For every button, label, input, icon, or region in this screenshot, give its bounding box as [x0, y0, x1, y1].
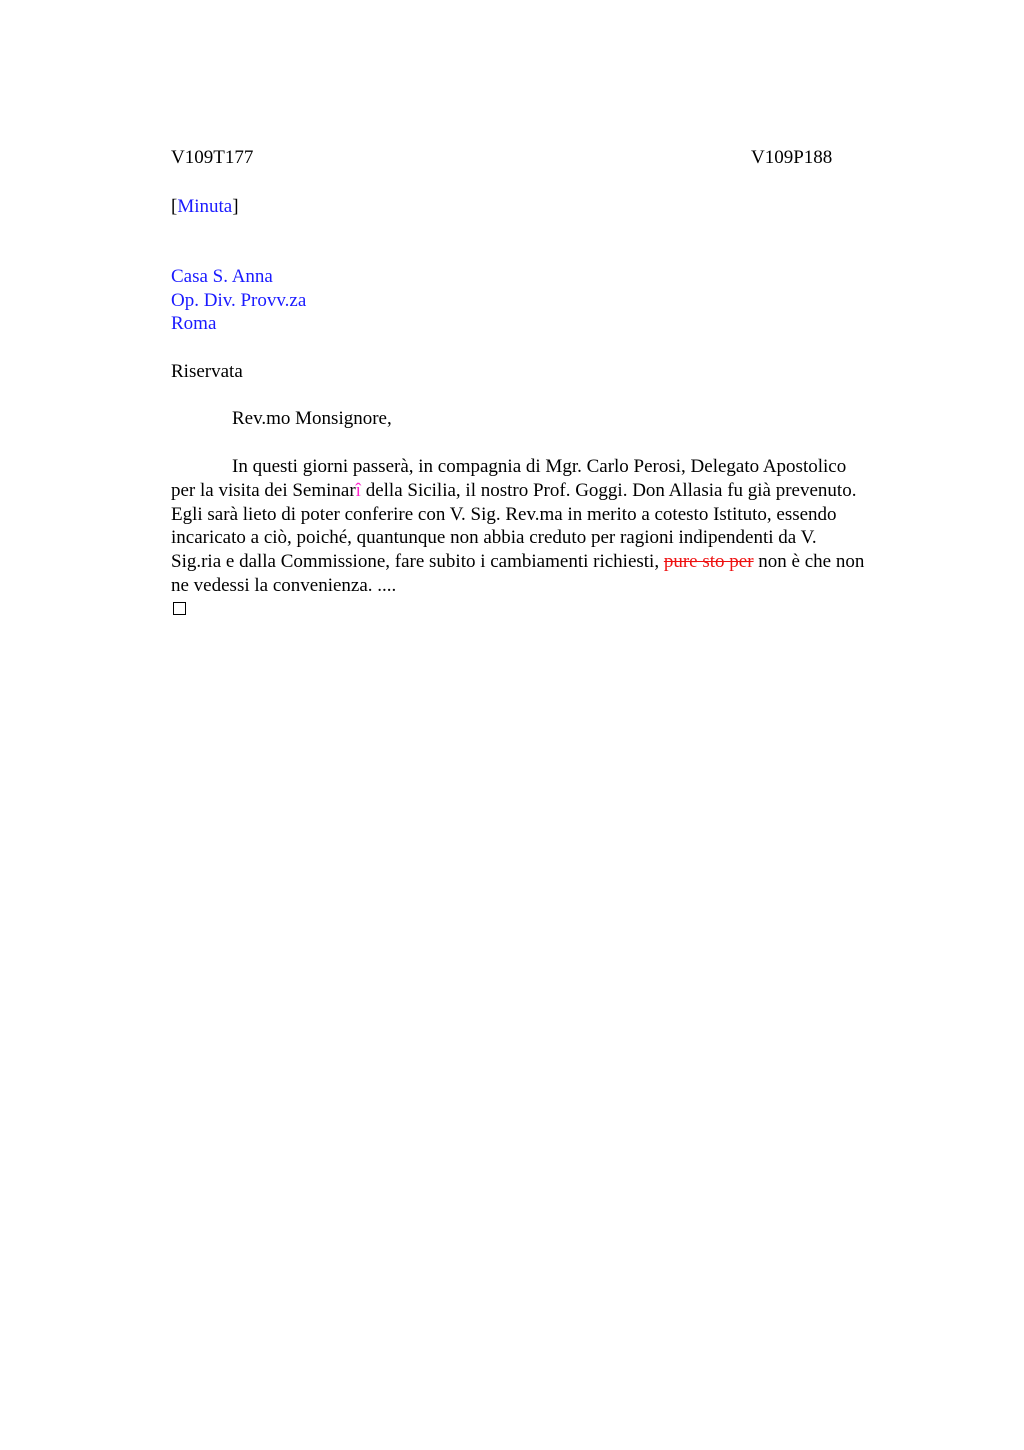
body-paragraph: [171, 455, 931, 598]
open-bracket: [: [171, 196, 178, 217]
struck-text: pure sto per: [663, 551, 754, 573]
square-box-icon: [173, 602, 186, 615]
address-line-3: Roma: [171, 313, 217, 334]
salutation: Rev.mo Monsignore,: [232, 408, 392, 429]
address-block: [171, 265, 306, 336]
body-line-3: Egli sarà lieto di poter conferire con V. Sig. Rev.ma in merito a cotesto Istituto, essendo: [171, 503, 837, 525]
confidential-label: Riservata: [171, 361, 243, 382]
close-bracket: ]: [232, 196, 239, 217]
body-line-4: incaricato a ciò, poiché, quantunque non abbia creduto per ragioni indipendenti da V.: [171, 527, 817, 549]
body-line-5: Sig.ria e dalla Commissione, fare subito i cambiamenti richiesti, pure sto per non è che non: [171, 551, 865, 573]
minuta-text: Minuta: [177, 196, 233, 217]
body-line-1: In questi giorni passerà, in compagnia di Mgr. Carlo Perosi, Delegato Apostolico: [232, 456, 847, 477]
minuta-label: [171, 195, 239, 219]
body-line-6: ne vedessi la convenienza. ....: [171, 574, 397, 596]
body-line-2: per la visita dei Seminarî della Sicilia, il nostro Prof. Goggi. Don Allasia fu già prevenuto.: [171, 479, 857, 501]
document-id-left: V109T177: [171, 147, 254, 168]
document-id-right: V109P188: [751, 147, 833, 168]
correction-mark: î: [355, 479, 361, 501]
address-line-1: Casa S. Anna: [171, 266, 273, 287]
address-line-2: Op. Div. Provv.za: [171, 289, 307, 311]
